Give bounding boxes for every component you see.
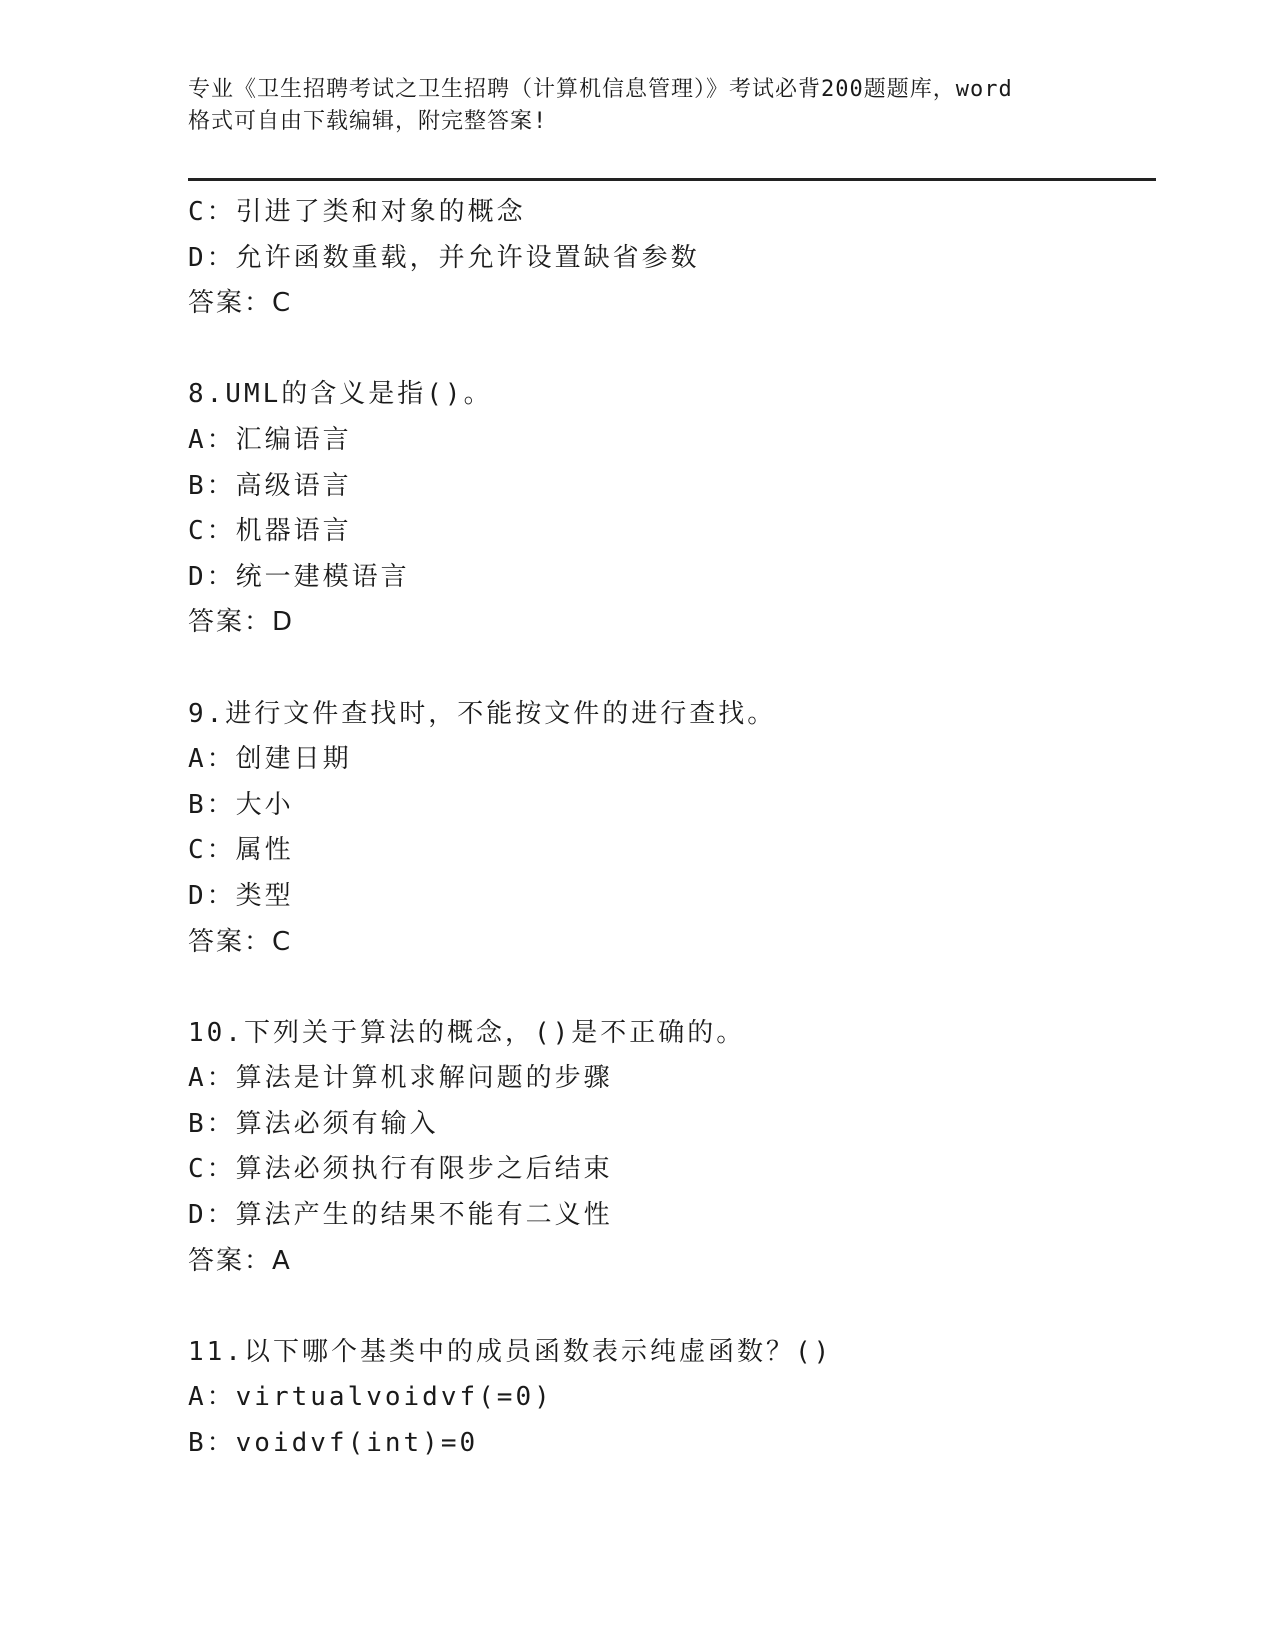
- option-a: A：算法是计算机求解问题的步骤: [188, 1063, 613, 1094]
- option-a: A：汇编语言: [188, 424, 352, 455]
- question-10: [188, 1011, 1156, 1285]
- option-d: D：统一建模语言: [188, 561, 410, 592]
- answer: 答案：C: [188, 288, 293, 319]
- option-d: D：算法产生的结果不能有二义性: [188, 1200, 613, 1231]
- option-c: C：算法必须执行有限步之后结束: [188, 1154, 613, 1185]
- question-text: 11.以下哪个基类中的成员函数表示纯虚函数？(): [188, 1336, 833, 1367]
- option-c: C：机器语言: [188, 516, 352, 547]
- header-line-1: 专业《卫生招聘考试之卫生招聘（计算机信息管理）》考试必背200题题库，word: [188, 77, 1013, 102]
- option-d: D：允许函数重载，并允许设置缺省参数: [188, 242, 700, 273]
- option-a: A：virtualvoidvf(=0): [188, 1382, 553, 1413]
- answer: 答案：C: [188, 926, 293, 957]
- option-b: B：大小: [188, 789, 294, 820]
- option-c: C：属性: [188, 835, 294, 866]
- spacer: [188, 327, 1156, 373]
- option-b: B：voidvf(int)=0: [188, 1428, 479, 1459]
- option-b: B：算法必须有输入: [188, 1108, 439, 1139]
- option-a: A：创建日期: [188, 744, 352, 775]
- header-divider: [188, 178, 1156, 181]
- document-header: [188, 74, 1088, 138]
- question-list: [188, 190, 1156, 1467]
- question-11: [188, 1330, 1156, 1467]
- question-text: 10.下列关于算法的概念，()是不正确的。: [188, 1017, 746, 1048]
- option-d: D：类型: [188, 880, 294, 911]
- option-c: C：引进了类和对象的概念: [188, 197, 526, 227]
- question-text: 9.进行文件查找时，不能按文件的进行查找。: [188, 698, 777, 729]
- spacer: [188, 1284, 1156, 1330]
- question-8: [188, 372, 1156, 646]
- spacer: [188, 646, 1156, 692]
- answer: 答案：D: [188, 607, 295, 638]
- option-b: B：高级语言: [188, 470, 352, 501]
- question-text: 8.UML的含义是指()。: [188, 379, 493, 410]
- spacer: [188, 965, 1156, 1011]
- question-7: [188, 190, 1156, 327]
- question-9: [188, 692, 1156, 966]
- header-line-2: 格式可自由下载编辑，附完整答案!: [188, 109, 548, 134]
- answer: 答案：A: [188, 1245, 292, 1276]
